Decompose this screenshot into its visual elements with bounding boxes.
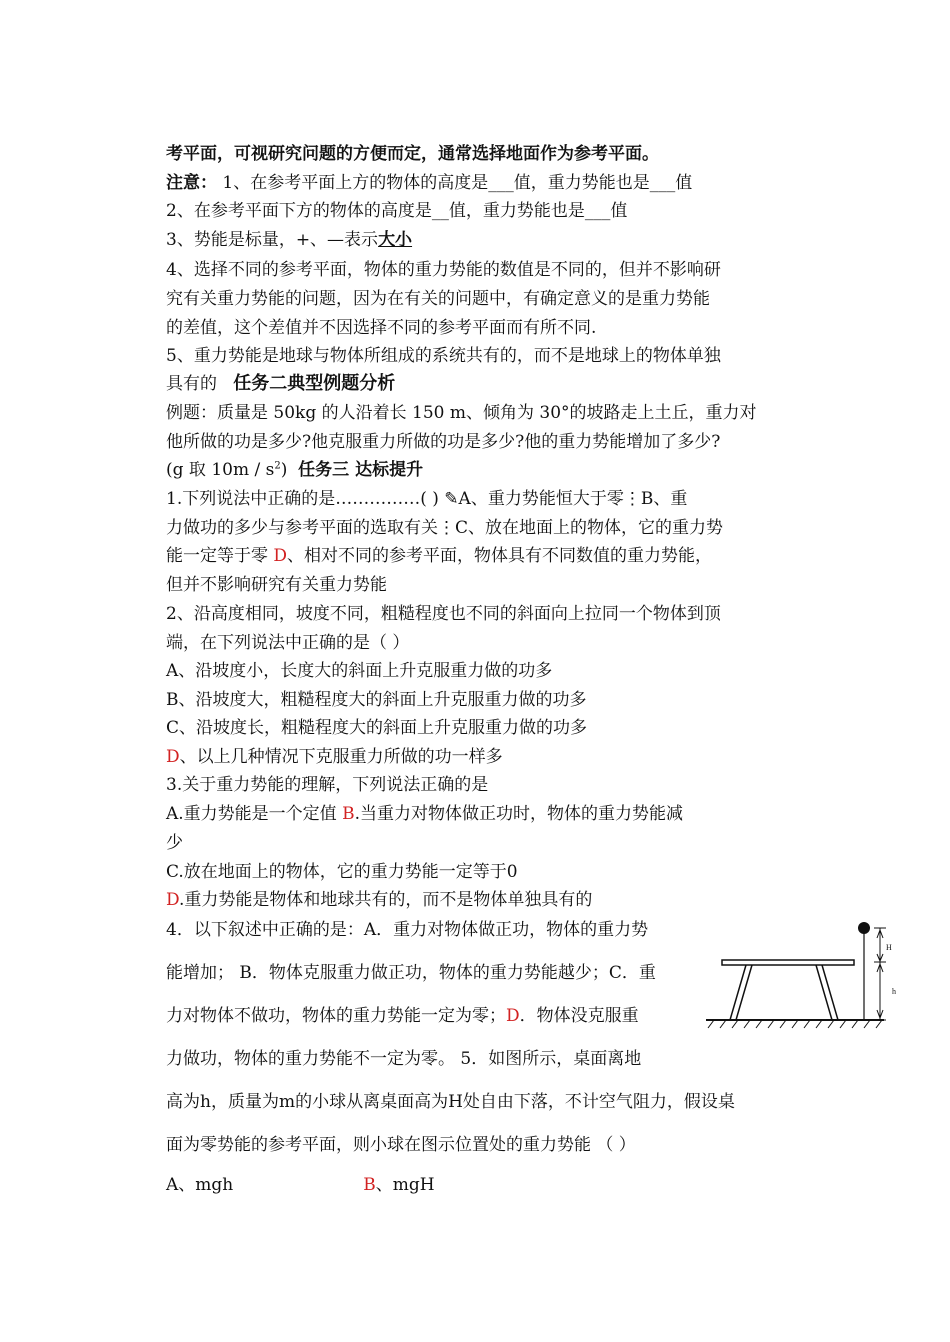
line-text: 具有的: [166, 374, 217, 394]
line-text: .当重力对物体做正功时，物体的重力势能减: [354, 804, 683, 824]
note-item-5-line-1: [166, 344, 806, 368]
line-text: 力对物体不做功，物体的重力势能一定为零；: [166, 1006, 506, 1026]
question-2-option-b: [166, 688, 806, 712]
line-text: 例题：质量是 50kg 的人沿着长 150 m、倾角为 30°的坡路走上土丘，重力对: [166, 403, 757, 423]
label-h: h: [892, 987, 896, 996]
note-line: [166, 171, 806, 195]
line-text: A、沿坡度小，长度大的斜面上升克服重力做的功多: [166, 661, 553, 681]
note-item-4-line-3: [166, 316, 806, 340]
table-shape: [722, 960, 854, 1020]
note-item-4-line-1: [166, 258, 806, 282]
question-3-option-c: [166, 860, 806, 884]
line-text: 1.下列说法中正确的是……………( ): [166, 489, 445, 509]
line-text: 5、重力势能是地球与物体所组成的系统共有的，而不是地球上的物体单独: [166, 346, 721, 366]
example-line-3: [166, 458, 806, 482]
answer-mark: D: [166, 747, 180, 767]
line-text: A.重力势能是一个定值: [166, 804, 343, 824]
question-2-option-a: [166, 659, 806, 683]
line-text: ．物体没克服重: [519, 1006, 639, 1026]
dimension-marks: [874, 928, 886, 1020]
line-text: 2、沿高度相同，坡度不同，粗糙程度也不同的斜面向上拉同一个物体到顶: [166, 604, 721, 624]
question-3-options-ab: [166, 802, 806, 826]
line-text: 的差值，这个差值并不因选择不同的参考平面而有所不同.: [166, 318, 597, 338]
line-text: 面为零势能的参考平面，则小球在图示位置处的重力势能 （ ）: [166, 1135, 636, 1155]
answer-mark: B: [342, 804, 355, 824]
line-text: 他所做的功是多少?他克服重力所做的功是多少?他的重力势能增加了多少?: [166, 432, 721, 452]
note-item-4-line-2: [166, 287, 806, 311]
question-5-line-1: [166, 1090, 806, 1114]
line-text: 、相对不同的参考平面，物体具有不同数值的重力势能，: [287, 546, 713, 566]
answer-mark: D: [506, 1006, 520, 1026]
line-text: 高为h，质量为m的小球从离桌面高为H处自由下落，不计空气阻力，假设桌: [166, 1092, 735, 1112]
ground-line: [706, 1020, 884, 1028]
line-text: 2、在参考平面下方的物体的高度是__值，重力势能也是___值: [166, 201, 628, 221]
pen-icon: ✎: [444, 489, 459, 509]
ball: [858, 922, 870, 934]
option-a-text: A、mgh: [166, 1175, 234, 1195]
question-2-option-c: [166, 716, 806, 740]
line-text: 4．以下叙述中正确的是：A．重力对物体做正功，物体的重力势: [166, 920, 649, 940]
section-heading-task-3: 任务三 达标提升: [298, 460, 424, 480]
answer-mark: D: [273, 546, 288, 566]
line-text: 能增加； B．物体克服重力做正功，物体的重力势能越少；C．重: [166, 963, 656, 983]
option-b-text: 、mgH: [375, 1175, 435, 1195]
line-text: 但并不影响研究有关重力势能: [166, 575, 387, 595]
line-text: A、重力势能恒大于零⋮B、重: [458, 489, 688, 509]
line-text: ): [280, 460, 288, 480]
line-text: 4、选择不同的参考平面，物体的重力势能的数值是不同的，但并不影响研: [166, 260, 721, 280]
question-3-stem: [166, 773, 806, 797]
line-text: 端，在下列说法中正确的是（ ）: [166, 633, 410, 653]
question-1-line-3: [166, 544, 806, 568]
question-1-line-4: [166, 573, 806, 597]
answer-mark: D: [166, 890, 180, 910]
text-line-1: [166, 142, 806, 166]
line-text: 考平面，可视研究问题的方便而定，通常选择地面作为参考平面。: [166, 144, 659, 164]
section-heading-task-2: 任务二典型例题分析: [233, 373, 396, 394]
question-3-option-b-cont: [166, 831, 806, 855]
note-item-2: [166, 199, 806, 223]
line-text: C、沿坡度长，粗糙程度大的斜面上升克服重力做的功多: [166, 718, 588, 738]
example-line-2: [166, 430, 806, 454]
line-text: .重力势能是物体和地球共有的，而不是物体单独具有的: [179, 890, 593, 910]
question-3-option-d: [166, 888, 806, 912]
question-2-option-d: [166, 745, 806, 769]
line-text: 3.关于重力势能的理解，下列说法正确的是: [166, 775, 489, 795]
question-5-options: [166, 1173, 806, 1197]
line-text: B、沿坡度大，粗糙程度大的斜面上升克服重力做的功多: [166, 690, 587, 710]
answer-mark: B: [363, 1175, 376, 1195]
line-text: 1、在参考平面上方的物体的高度是___值，重力势能也是___值: [217, 173, 693, 193]
line-text: 力做功，物体的重力势能不一定为零。 5．如图所示，桌面离地: [166, 1049, 642, 1069]
superscript: 2: [274, 460, 281, 472]
example-line-1: [166, 401, 806, 425]
note-item-5-line-2: [166, 372, 806, 396]
line-text: C.放在地面上的物体，它的重力势能一定等于0: [166, 862, 518, 882]
note-label: 注意：: [166, 173, 217, 193]
question-1-line-2: [166, 516, 806, 540]
question-1-line-1: [166, 487, 806, 511]
line-text: 、以上几种情况下克服重力所做的功一样多: [179, 747, 503, 767]
emphasis-text: 大小: [378, 230, 413, 250]
question-2-line-2: [166, 631, 806, 655]
line-text: 能一定等于零: [166, 546, 274, 566]
question-5-line-2: [166, 1133, 806, 1157]
question-2-line-1: [166, 602, 806, 626]
label-H: H: [886, 943, 892, 952]
line-text: 3、势能是标量，+、—表示: [166, 230, 379, 250]
line-text: 少: [166, 833, 183, 853]
line-text: (g 取 10m / s: [166, 460, 275, 480]
line-text: 力做功的多少与参考平面的选取有关⋮C、放在地面上的物体，它的重力势: [166, 518, 724, 538]
question-4-line-4: [166, 1047, 806, 1071]
line-text: 究有关重力势能的问题，因为在有关的问题中，有确定意义的是重力势能: [166, 289, 710, 309]
table-ball-figure: [704, 918, 914, 1030]
note-item-3: [166, 228, 806, 252]
